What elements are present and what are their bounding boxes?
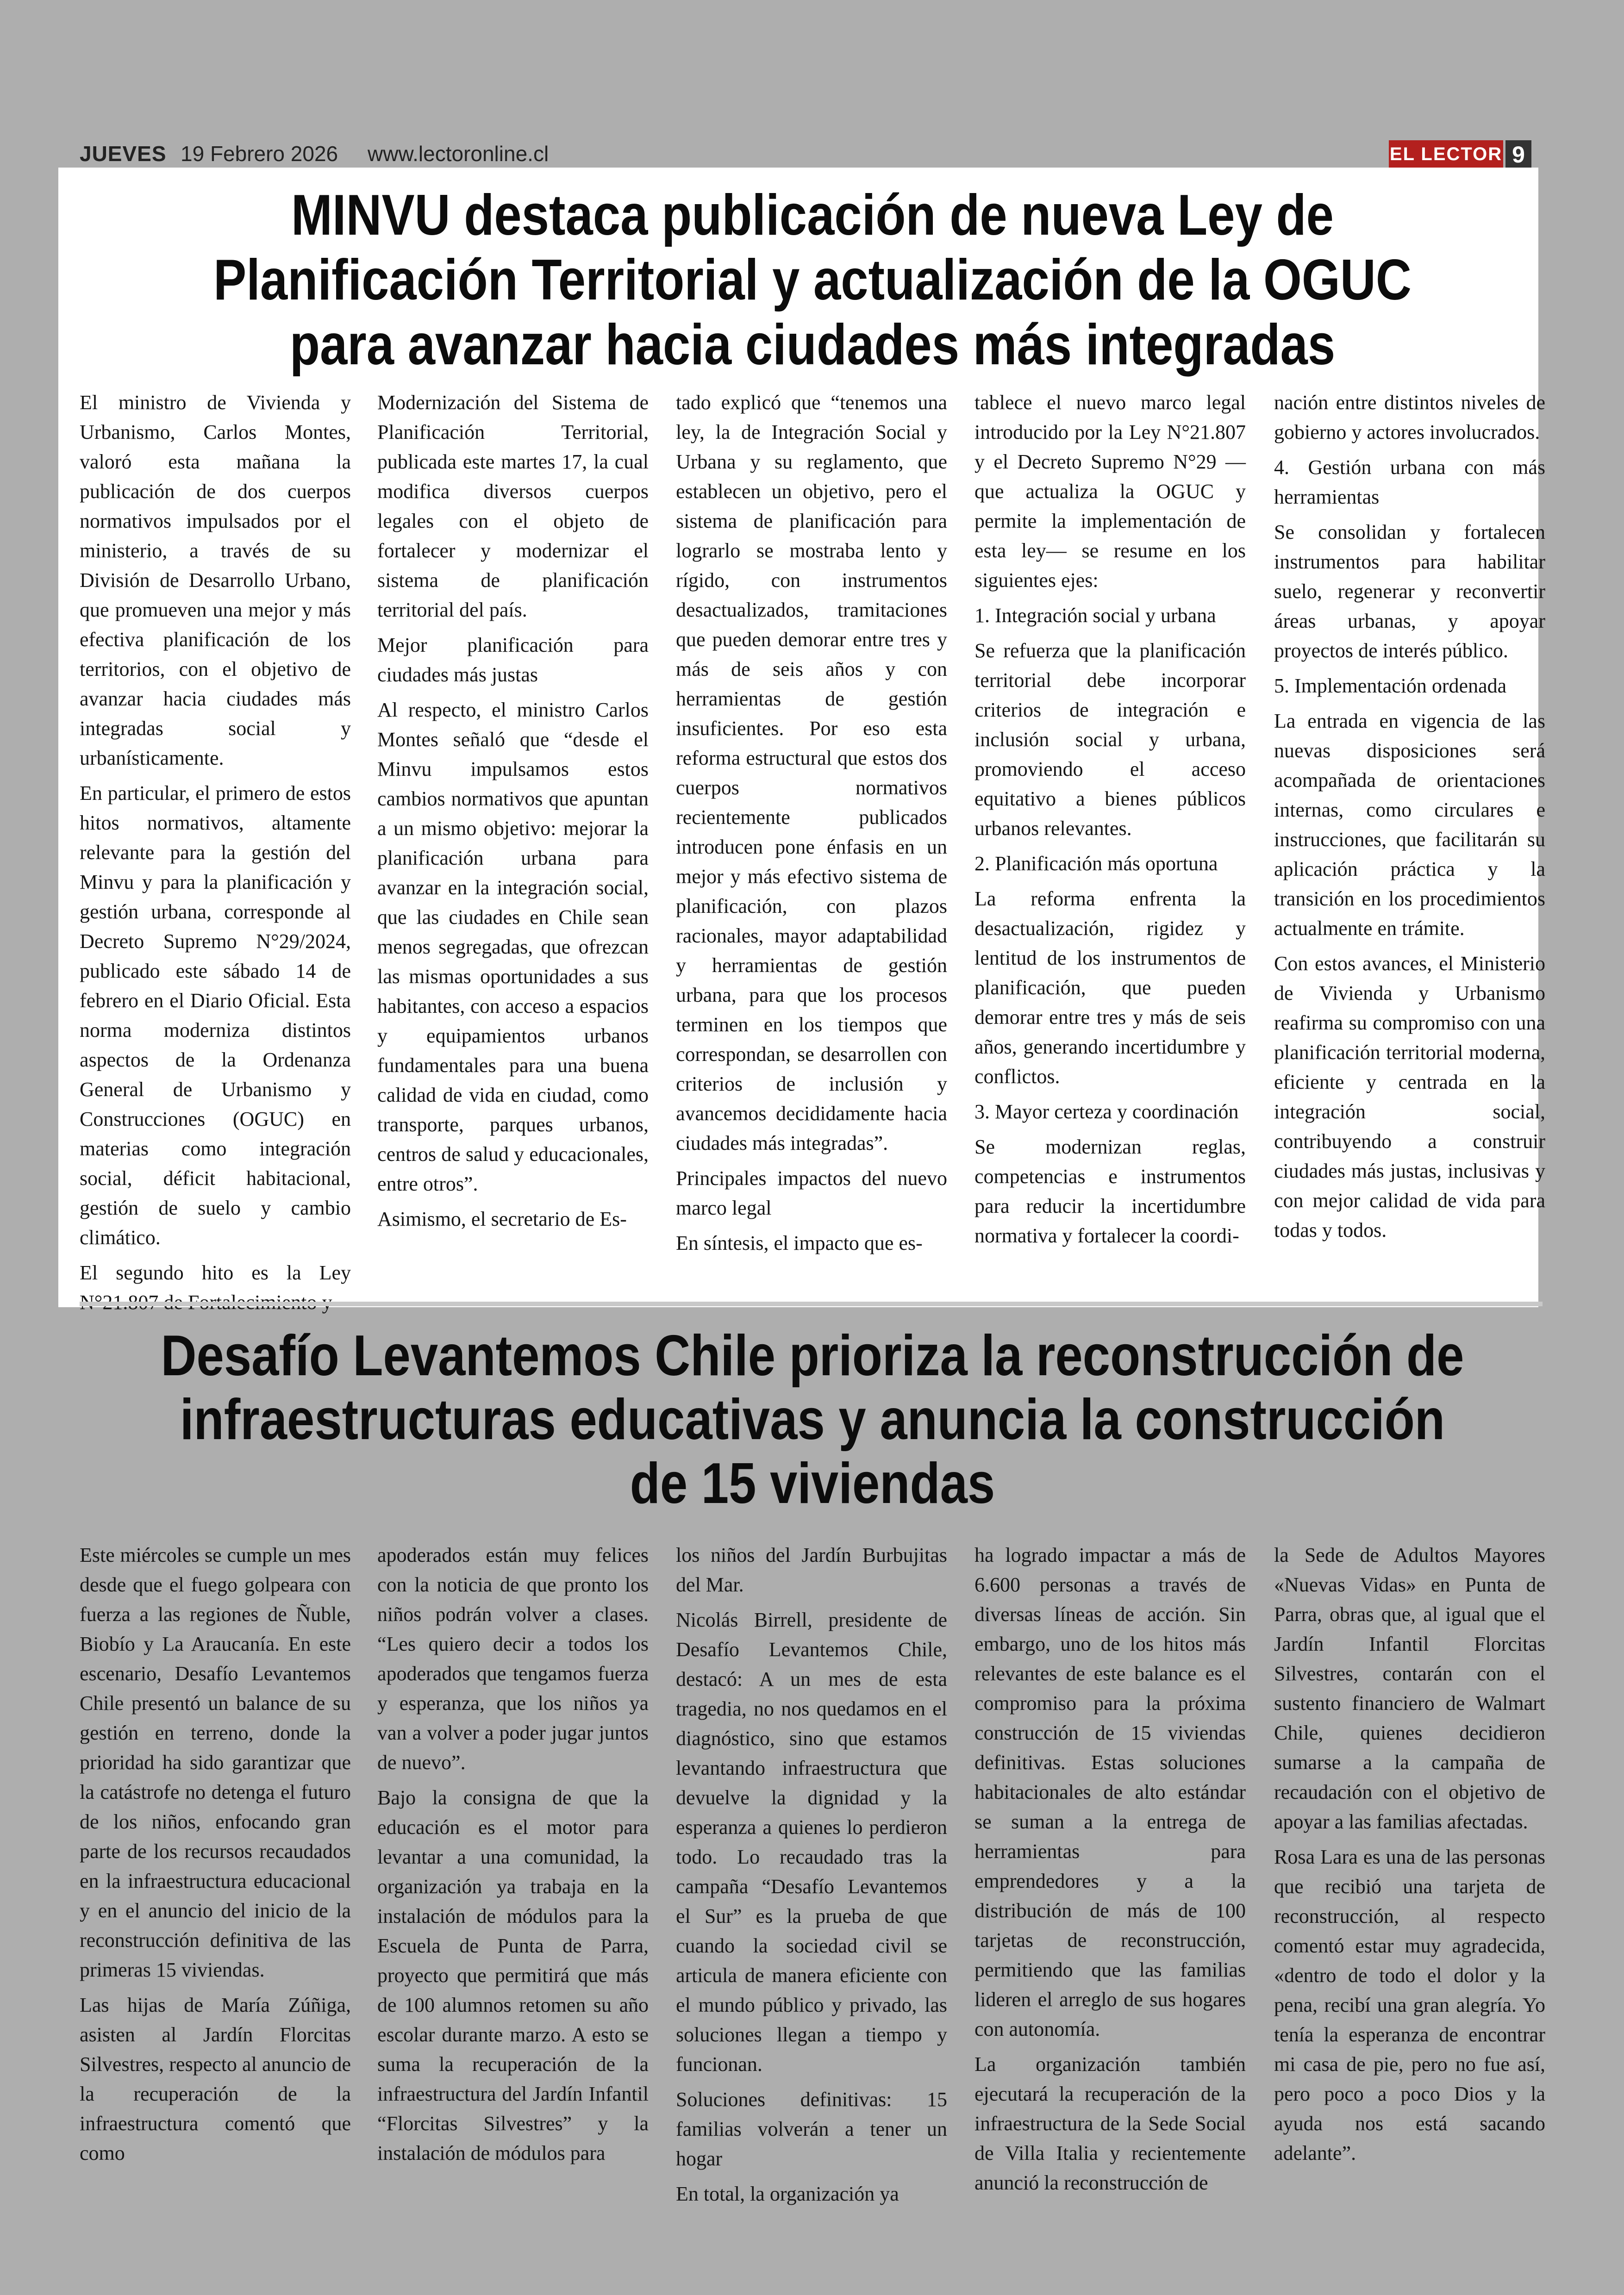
paragraph: tado explicó que “tenemos una ley, la de Integración Social y Urbana y su reglamento, que establecen un objetivo, pero el sistema de planificación para lograrlo se mostraba lento y rígido, con instrumentos desactualizados, tramitaciones que pueden demorar entre tres y más de seis años y con herramientas de gestión insuficientes. Por eso esta reforma estructural que estos dos cuerpos normativos recientemente publicados introducen pone énfasis en un mejor y más efectivo sistema de planificación, con plazos racionales, mayor adaptabilidad y herramientas de gestión urbana, para que los procesos terminen en los tiempos que correspondan, se desarrollen con criterios de inclusión y avancemos decididamente hacia ciudades más integradas”. bbox=[676, 391, 947, 1154]
paragraph: En síntesis, el impacto que es- bbox=[676, 1232, 923, 1254]
paragraph: apoderados están muy felices con la noticia de que pronto los niños podrán volver a clases. “Les quiero decir a todos los apoderados que tengamos fuerza y esperanza, que los niños ya van a volver a poder jugar juntos de nuevo”. bbox=[377, 1544, 649, 1774]
paragraph: tablece el nuevo marco legal introducido por la Ley N°21.807 y el Decreto Supremo N°29 —que actualiza la OGUC y permite la implementación de esta ley— se resume en los siguientes ejes: bbox=[974, 391, 1246, 592]
paragraph: La organización también ejecutará la recuperación de la infraestructura de la Sede Social de Villa Italia y recientemente anunció la reconstrucción de bbox=[974, 2053, 1246, 2194]
paragraph: Se refuerza que la planificación territorial debe incorporar criterios de integración e inclusión social y urbana, promoviendo el acceso equitativo a bienes públicos urbanos relevantes. bbox=[974, 639, 1246, 840]
article-1-column-1 bbox=[80, 388, 351, 1323]
paragraph: Se modernizan reglas, competencias e instrumentos para reducir la incertidumbre normativa y fortalecer la coordi- bbox=[974, 1135, 1246, 1247]
subheading: Mejor planificación para ciudades más justas bbox=[377, 634, 649, 686]
paragraph: ha logrado impactar a más de 6.600 personas a través de diversas líneas de acción. Sin embargo, uno de los hitos más relevantes de este balance es el compromiso para la próxima construcción de 15 viviendas definitivas. Estas soluciones habitacionales de alto estándar se suman a la entrega de herramientas para emprendedores y a la distribución de más de 100 tarjetas de reconstrucción, permitiendo que las familias lideren el arreglo de sus hogares con autonomía. bbox=[974, 1544, 1246, 2040]
article-1-column-2 bbox=[377, 388, 649, 1240]
paragraph: Asimismo, el secretario de Es- bbox=[377, 1208, 627, 1230]
article-2-column-2 bbox=[377, 1540, 649, 2174]
page-number: 9 bbox=[1505, 140, 1531, 169]
article-1-column-5 bbox=[1274, 388, 1545, 1251]
header-date: 19 Febrero 2026 bbox=[181, 142, 338, 166]
list-heading: 5. Implementación ordenada bbox=[1274, 674, 1507, 697]
subheading: Soluciones definitivas: 15 familias volverán a tener un hogar bbox=[676, 2088, 947, 2170]
page-header bbox=[80, 141, 1543, 169]
article-2-column-5 bbox=[1274, 1540, 1545, 2174]
header-url[interactable]: www.lectoronline.cl bbox=[368, 142, 549, 166]
paragraph: En particular, el primero de estos hitos normativos, altamente relevante para la gestión del Minvu y para la planificación y gestión urbana, corresponde al Decreto Supremo N°29/2024, publicado este sábado 14 de febrero en el Diario Oficial. Esta norma moderniza distintos aspectos de la Ordenanza General de Urbanismo y Construcciones (OGUC) en materias como integración social, déficit habitacional, gestión de suelo y cambio climático. bbox=[80, 782, 351, 1249]
paragraph: La entrada en vigencia de las nuevas disposiciones será acompañada de orientaciones internas, como circulares e instrucciones, que facilitarán su aplicación práctica y la transición en los procedimientos actualmente en trámite. bbox=[1274, 710, 1545, 940]
list-heading: 4. Gestión urbana con más herramientas bbox=[1274, 456, 1545, 508]
paragraph: En total, la organización ya bbox=[676, 2183, 899, 2205]
article-1-title: MINVU destaca publicación de nueva Ley de Planificación Territorial y actualización de la OGUC para avanzar hacia ciudades más integradas bbox=[213, 183, 1412, 377]
paragraph: Las hijas de María Zúñiga, asisten al Jardín Florcitas Silvestres, respecto al anuncio de la recuperación de la infraestructura comentó que como bbox=[80, 1994, 351, 2164]
paragraph: Este miércoles se cumple un mes desde que el fuego golpeara con fuerza a las regiones de Ñuble, Biobío y La Araucanía. En este escenario, Desafío Levantemos Chile presentó un balance de su gestión en terreno, donde la prioridad ha sido garantizar que la catástrofe no detenga el futuro de los niños, enfocando gran parte de los recursos recaudados en la infraestructura educacional y en el anuncio del inicio de la reconstrucción definitiva de las primeras 15 viviendas. bbox=[80, 1544, 351, 1981]
paragraph: los niños del Jardín Burbujitas del Mar. bbox=[676, 1544, 947, 1596]
paragraph: La reforma enfrenta la desactualización, rigidez y lentitud de los instrumentos de planificación, que pueden demorar entre tres y más de seis años, generando incertidumbre y conflictos. bbox=[974, 887, 1246, 1088]
newspaper-logo: EL LECTOR bbox=[1389, 140, 1503, 168]
article-2-column-1 bbox=[80, 1540, 351, 2174]
list-heading: 3. Mayor certeza y coordinación bbox=[974, 1100, 1239, 1123]
header-day: JUEVES bbox=[80, 142, 167, 166]
paragraph: Nicolás Birrell, presidente de Desafío Levantemos Chile, destacó: A un mes de esta tragedia, no nos quedamos en el diagnóstico, sino que estamos levantando infraestructura que devuelve la dignidad y la esperanza a quienes lo perdieron todo. Lo recaudado tras la campaña “Desafío Levantemos el Sur” es la prueba de que cuando la sociedad civil se articula de manera eficiente con el mundo público y privado, las soluciones llegan a tiempo y funcionan. bbox=[676, 1609, 947, 2076]
paragraph: la Sede de Adultos Mayores «Nuevas Vidas» en Punta de Parra, obras que, al igual que el Jardín Infantil Florcitas Silvestres, contarán con el sustento financiero de Walmart Chile, quienes decidieron sumarse a la campaña de recaudación con el objetivo de apoyar a las familias afectadas. bbox=[1274, 1544, 1545, 1833]
subheading: Principales impactos del nuevo marco legal bbox=[676, 1167, 947, 1219]
paragraph: Con estos avances, el Ministerio de Vivienda y Urbanismo reafirma su compromiso con una planificación territorial moderna, eficiente y centrada en la integración social, contribuyendo a construir ciudades más justas, inclusivas y con mejor calidad de vida para todas y todos. bbox=[1274, 952, 1545, 1241]
paragraph: nación entre distintos niveles de gobierno y actores involucrados. bbox=[1274, 391, 1545, 443]
paragraph: Al respecto, el ministro Carlos Montes señaló que “desde el Minvu impulsamos estos cambios normativos que apuntan a un mismo objetivo: mejorar la planificación urbana para avanzar en la integración social, que las ciudades en Chile sean menos segregadas, que ofrezcan las mismas oportunidades a sus habitantes, con acceso a espacios y equipamientos urbanos fundamentales para una buena calidad de vida en ciudad, como transporte, parques urbanos, centros de salud y educacionales, entre otros”. bbox=[377, 698, 649, 1195]
paragraph: El ministro de Vivienda y Urbanismo, Carlos Montes, valoró esta mañana la publicación de dos cuerpos normativos impulsados por el ministerio, a través de su División de Desarrollo Urbano, que promueven una mejor y más efectiva planificación de los territorios, con el objetivo de avanzar hacia ciudades más integradas social y urbanísticamente. bbox=[80, 391, 351, 769]
article-1-column-3 bbox=[676, 388, 947, 1264]
article-2-column-3 bbox=[676, 1540, 947, 2214]
paragraph: Bajo la consigna de que la educación es el motor para levantar a una comunidad, la organización ya trabaja en la instalación de módulos para la Escuela de Punta de Parra, proyecto que permitirá que más de 100 alumnos retomen su año escolar durante marzo. A esto se suma la recuperación de la infraestructura del Jardín Infantil “Florcitas Silvestres” y la instalación de módulos para bbox=[377, 1786, 649, 2164]
section-divider bbox=[80, 1302, 1543, 1306]
article-1-column-4 bbox=[974, 388, 1246, 1256]
list-heading: 2. Planificación más oportuna bbox=[974, 852, 1218, 875]
paragraph: El segundo hito es la Ley bbox=[80, 1261, 351, 1284]
article-2-column-4 bbox=[974, 1540, 1246, 2203]
list-heading: 1. Integración social y urbana bbox=[974, 604, 1216, 627]
paragraph: Modernización del Sistema de Planificación Territorial, publicada este martes 17, la cual modifica diversos cuerpos legales con el objeto de fortalecer y modernizar el sistema de planificación territorial del país. bbox=[377, 391, 649, 621]
paragraph: Rosa Lara es una de las personas que recibió una tarjeta de reconstrucción, al respecto comentó estar muy agradecida, «dentro de todo el dolor y la pena, recibí una gran alegría. Yo tenía la esperanza de encontrar mi casa de pie, pero no fue así, pero poco a poco Dios y la ayuda nos está sacando adelante”. bbox=[1274, 1846, 1545, 2164]
paragraph: Se consolidan y fortalecen instrumentos para habilitar suelo, regenerar y reconvertir áreas urbanas, y apoyar proyectos de interés público. bbox=[1274, 521, 1545, 662]
article-2-title: Desafío Levantemos Chile prioriza la reconstrucción de infraestructuras educativas y anuncia la construcción de 15 viviendas bbox=[161, 1324, 1464, 1515]
